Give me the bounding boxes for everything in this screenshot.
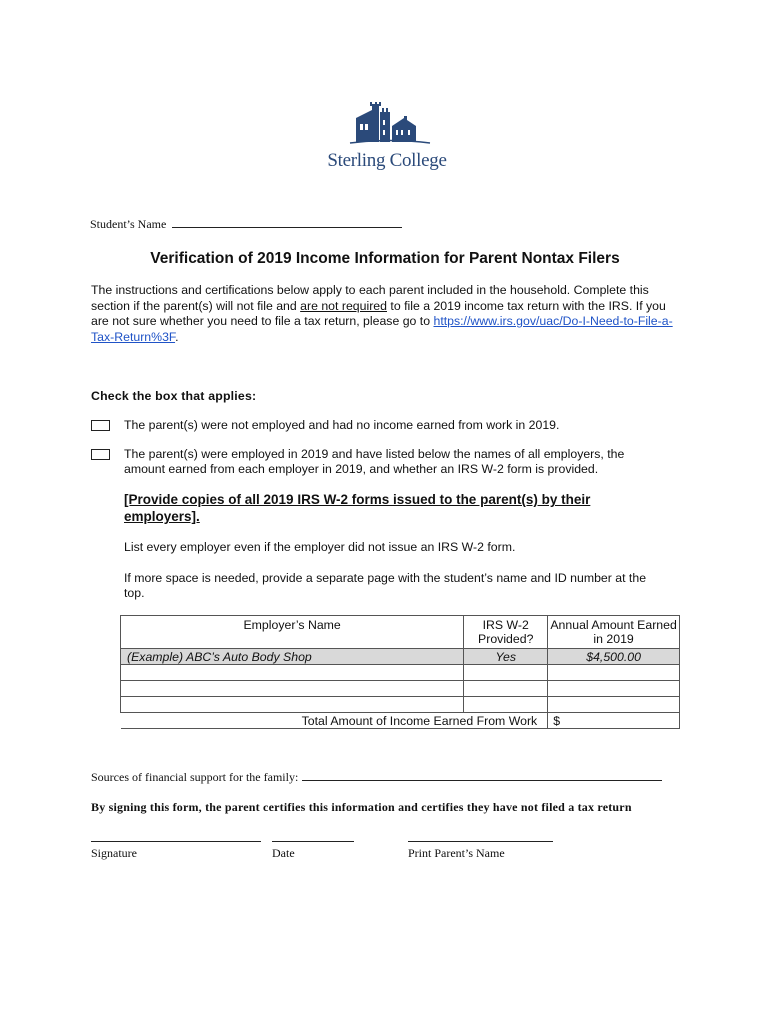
employer-cell[interactable]: [121, 665, 464, 681]
w2-cell[interactable]: [464, 681, 548, 697]
employer-cell[interactable]: [121, 697, 464, 713]
date-line[interactable]: [272, 841, 354, 842]
amount-cell[interactable]: [548, 681, 680, 697]
provide-w2-note: [Provide copies of all 2019 IRS W-2 forms issued to the parent(s) by their employers].: [124, 492, 591, 524]
amount-cell[interactable]: [548, 697, 680, 713]
sources-blank[interactable]: [302, 770, 662, 781]
header-annual-amount: Annual Amount Earned in 2019: [548, 616, 680, 649]
table-row-example: [121, 649, 680, 665]
w2-cell[interactable]: [464, 697, 548, 713]
example-w2: Yes: [464, 649, 548, 665]
certification-statement: By signing this form, the parent certifies this information and certifies they have not filed a tax return: [91, 800, 632, 814]
table-row[interactable]: [121, 665, 680, 681]
table-row[interactable]: [121, 697, 680, 713]
check-heading: Check the box that applies:: [91, 389, 257, 403]
w2-cell[interactable]: [464, 665, 548, 681]
example-amount: $4,500.00: [548, 649, 680, 665]
total-amount-cell[interactable]: $: [548, 713, 680, 729]
date-label: Date: [272, 846, 295, 860]
option-not-employed: The parent(s) were not employed and had no income earned from work in 2019.: [124, 418, 560, 432]
college-name: Sterling College: [327, 150, 447, 171]
list-employers-note: List every employer even if the employer did not issue an IRS W-2 form.: [124, 540, 516, 554]
student-name-label: Student’s Name: [90, 217, 167, 231]
table-total-row: [121, 713, 680, 729]
table-header-row: [121, 616, 680, 649]
signature-label: Signature: [91, 846, 137, 860]
sources-label: Sources of financial support for the family:: [91, 770, 299, 784]
header-w2-provided: IRS W-2 Provided?: [464, 616, 548, 649]
print-name-line[interactable]: [408, 841, 553, 842]
college-building-icon: [320, 96, 460, 152]
table-row[interactable]: [121, 681, 680, 697]
student-name-blank[interactable]: [172, 217, 402, 228]
intro-underlined: are not required: [300, 298, 387, 313]
signature-line[interactable]: [91, 841, 261, 842]
checkbox-employed[interactable]: [91, 449, 110, 460]
student-name-field[interactable]: [90, 217, 402, 232]
intro-part-2: to file a 2019 income tax return with the IRS. If you are not sure whether you need to file a tax return, please go to: [91, 298, 666, 328]
intro-part-3: .: [175, 329, 179, 344]
form-title: Verification of 2019 Income Information for Parent Nontax Filers: [150, 250, 620, 267]
sources-field[interactable]: [91, 770, 662, 785]
employer-cell[interactable]: [121, 681, 464, 697]
example-employer: (Example) ABC’s Auto Body Shop: [121, 649, 464, 665]
header-employer-name: Employer’s Name: [121, 616, 464, 649]
print-name-label: Print Parent’s Name: [408, 846, 505, 860]
amount-cell[interactable]: [548, 665, 680, 681]
employer-table: [120, 615, 680, 729]
checkbox-not-employed[interactable]: [91, 420, 110, 431]
total-label: Total Amount of Income Earned From Work: [121, 713, 548, 729]
irs-link[interactable]: https://www.irs.gov/uac/Do-I-Need-to-File-a-Tax-Return%3F: [91, 314, 673, 344]
intro-part-1: The instructions and certifications below apply to each parent included in the household. Complete this section if the parent(s) will not file and: [91, 283, 649, 313]
extra-space-note: If more space is needed, provide a separate page with the student’s name and ID number at the top.: [124, 571, 647, 600]
option-employed: The parent(s) were employed in 2019 and have listed below the names of all employers, the amount earned from each employer in 2019, and whether an IRS W-2 form is provided.: [124, 447, 625, 476]
intro-paragraph: [91, 283, 683, 345]
